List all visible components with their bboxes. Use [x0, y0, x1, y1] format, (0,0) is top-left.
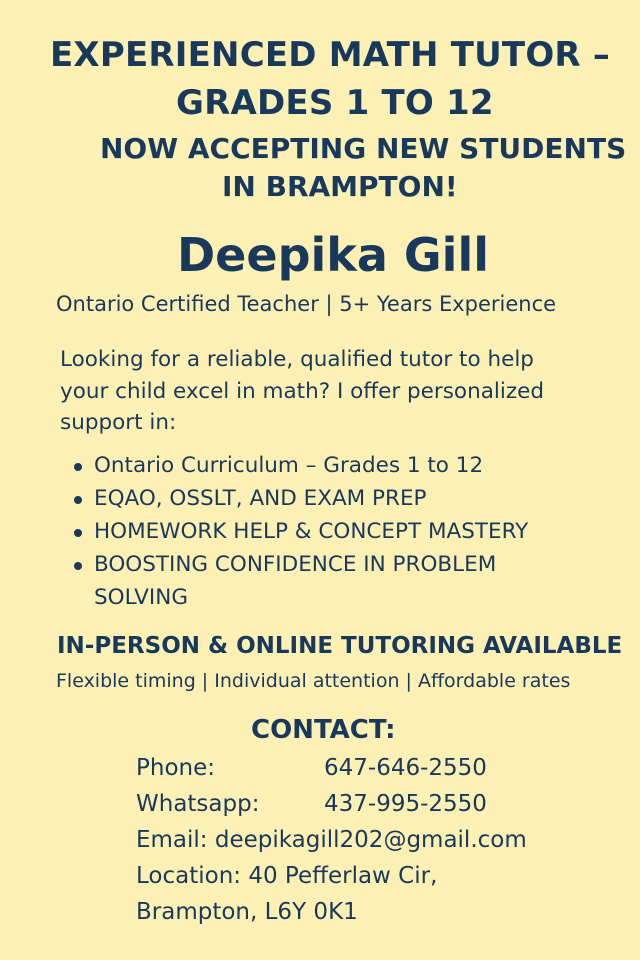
tutor-name: Deepika Gill — [177, 228, 489, 282]
subtitle-line-1: NOW ACCEPTING NEW STUDENTS — [100, 132, 627, 165]
title-line-2: GRADES 1 TO 12 — [176, 83, 494, 123]
phone-label: Phone: — [136, 755, 215, 781]
bullet-icon — [74, 529, 82, 537]
subtitle-line-2: IN BRAMPTON! — [222, 170, 458, 203]
service-text: BOOSTING CONFIDENCE IN PROBLEM SOLVING — [94, 552, 497, 610]
whatsapp-label: Whatsapp: — [136, 791, 260, 817]
bullet-icon — [74, 496, 82, 504]
list-item — [94, 515, 574, 548]
list-item — [94, 548, 534, 614]
intro-line-3: support in: — [60, 410, 177, 435]
service-text: EQAO, OSSLT, AND EXAM PREP — [94, 486, 427, 511]
intro-line-1: Looking for a reliable, qualified tutor to help — [60, 347, 534, 372]
list-item — [94, 449, 574, 482]
title-line-1: EXPERIENCED MATH TUTOR – — [50, 35, 611, 75]
services-list — [94, 449, 574, 614]
features-line: Flexible timing | Individual attention | Affordable rates — [56, 670, 571, 692]
location-line-1: Location: 40 Pefferlaw Cir, — [136, 863, 438, 889]
contact-heading: CONTACT: — [251, 715, 396, 745]
whatsapp-number[interactable]: 437-995-2550 — [324, 791, 487, 817]
list-item — [94, 482, 574, 515]
email-line[interactable]: Email: deepikagill202@gmail.com — [136, 827, 527, 853]
service-text: HOMEWORK HELP & CONCEPT MASTERY — [94, 519, 529, 544]
service-text: Ontario Curriculum – Grades 1 to 12 — [94, 453, 484, 478]
bullet-icon — [74, 463, 82, 471]
tutor-credentials: Ontario Certified Teacher | 5+ Years Experience — [56, 292, 557, 316]
location-line-2: Brampton, L6Y 0K1 — [136, 899, 358, 925]
intro-line-2: your child excel in math? I offer personalized — [60, 379, 544, 404]
bullet-icon — [74, 562, 82, 570]
phone-number[interactable]: 647-646-2550 — [324, 755, 487, 781]
availability-banner: IN-PERSON & ONLINE TUTORING AVAILABLE — [57, 633, 623, 659]
